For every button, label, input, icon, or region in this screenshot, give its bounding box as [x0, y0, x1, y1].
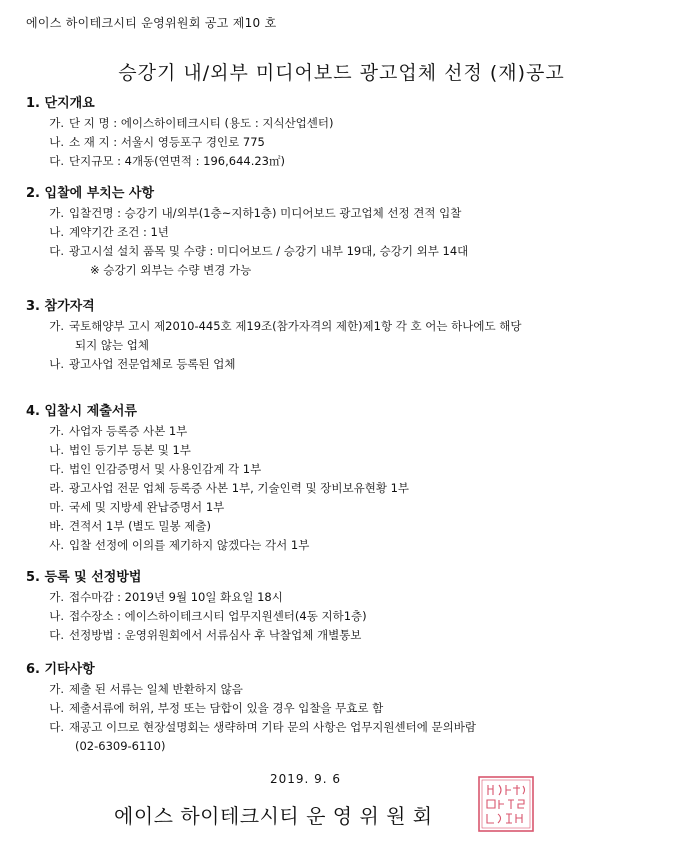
list-item-continuation: (02-6309-6110) [75, 739, 166, 753]
list-item: 다. 선정방법 : 운영위원회에서 서류심사 후 낙찰업체 개별통보 [49, 628, 362, 642]
section-heading: 6. 기타사항 [26, 662, 95, 677]
list-item: 다. 법인 인감증명서 및 사용인감계 각 1부 [49, 462, 262, 476]
section-bid-items [26, 184, 468, 280]
issue-date: 2019. 9. 6 [270, 772, 342, 786]
list-item: 가. 사업자 등록증 사본 1부 [49, 424, 188, 438]
list-item: 다. 단지규모 : 4개동(연면적 : 196,644.23㎡) [49, 154, 285, 168]
list-item: 나. 계약기간 조건 : 1년 [49, 225, 169, 239]
notice-number: 에이스 하이테크시티 운영위원회 공고 제10 호 [26, 16, 277, 30]
section-heading: 2. 입찰에 부치는 사항 [26, 186, 155, 201]
list-item: 가. 입찰건명 : 승강기 내/외부(1층~지하1층) 미디어보드 광고업체 선정 견적 입찰 [49, 206, 462, 220]
section-overview [26, 94, 334, 171]
list-item-note: ※ 승강기 외부는 수량 변경 가능 [90, 263, 252, 277]
list-item: 가. 국토해양부 고시 제2010-445호 제19조(참가자격의 제한)제1항 각 호 어는 하나에도 해당 [49, 319, 522, 333]
official-seal-icon [478, 776, 534, 832]
list-item: 마. 국세 및 지방세 완납증명서 1부 [49, 500, 225, 514]
section-eligibility [26, 297, 521, 374]
list-item: 라. 광고사업 전문 업체 등록증 사본 1부, 기술인력 및 장비보유현황 1부 [49, 481, 410, 495]
section-heading: 3. 참가자격 [26, 299, 95, 314]
organization-name: 에이스 하이테크시티 운 영 위 원 회 [114, 804, 433, 828]
page-title: 승강기 내/외부 미디어보드 광고업체 선정 (재)공고 [118, 62, 565, 84]
section-heading: 5. 등록 및 선정방법 [26, 570, 142, 585]
list-item: 다. 광고시설 설치 품목 및 수량 : 미디어보드 / 승강기 내부 19대, 승강기 외부 14대 [49, 244, 469, 258]
list-item: 다. 재공고 이므로 현장설명회는 생략하며 기타 문의 사항은 업무지원센터에 문의바람 [49, 720, 476, 734]
section-heading: 4. 입찰시 제출서류 [26, 404, 137, 419]
list-item: 나. 광고사업 전문업체로 등록된 업체 [49, 357, 236, 371]
list-item: 가. 단 지 명 : 에이스하이테크시티 (용도 : 지식산업센터) [49, 116, 334, 130]
list-item: 나. 법인 등기부 등본 및 1부 [49, 443, 191, 457]
section-documents [26, 402, 409, 555]
section-heading: 1. 단지개요 [26, 96, 95, 111]
list-item: 바. 견적서 1부 (별도 밀봉 제출) [49, 519, 212, 533]
section-misc [26, 660, 476, 756]
list-item: 나. 제출서류에 허위, 부정 또는 담합이 있을 경우 입찰을 무효로 함 [49, 701, 384, 715]
list-item: 나. 소 재 지 : 서울시 영등포구 경인로 775 [49, 135, 265, 149]
section-registration [26, 568, 367, 645]
list-item-continuation: 되지 않는 업체 [75, 338, 149, 352]
list-item: 가. 접수마감 : 2019년 9월 10일 화요일 18시 [49, 590, 283, 604]
list-item: 사. 입찰 선정에 이의를 제기하지 않겠다는 각서 1부 [49, 538, 310, 552]
list-item: 나. 접수장소 : 에이스하이테크시티 업무지원센터(4동 지하1층) [49, 609, 367, 623]
list-item: 가. 제출 된 서류는 일체 반환하지 않음 [49, 682, 243, 696]
